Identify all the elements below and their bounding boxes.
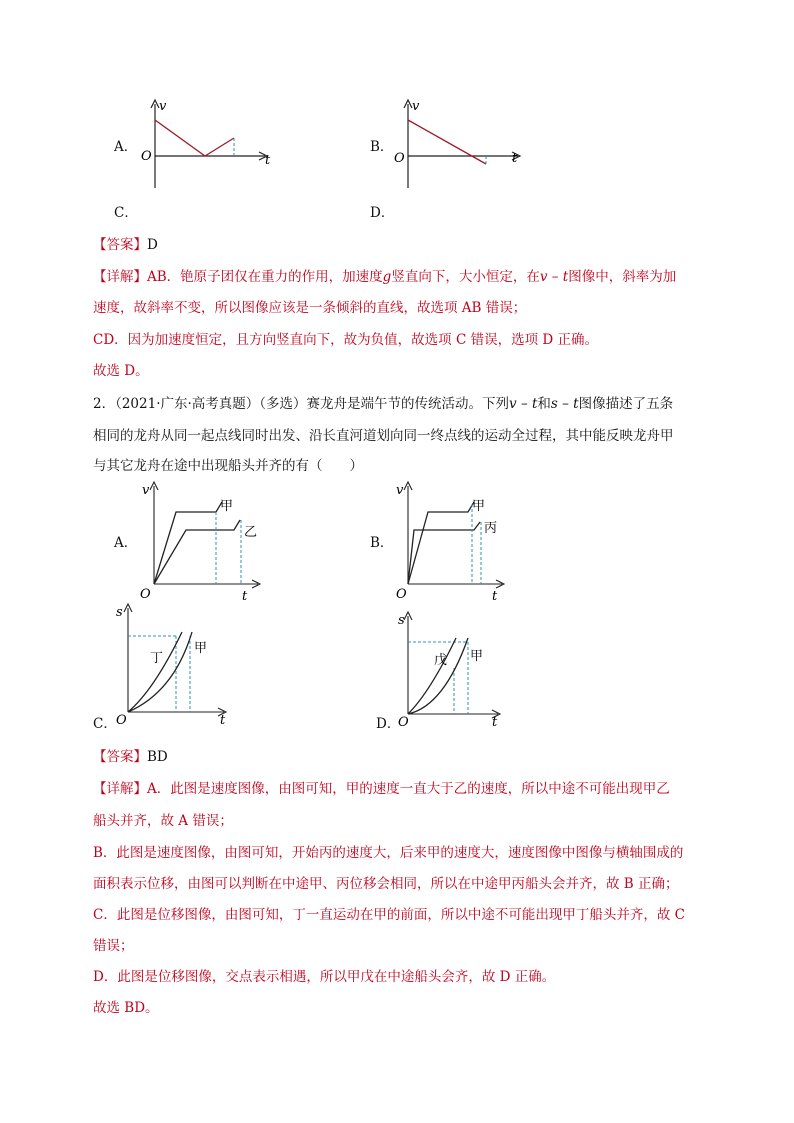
origin-label: O	[140, 587, 151, 602]
stem-text: 2．（2021·广东·高考真题）（多选）赛龙舟是端午节的传统活动。下列	[93, 396, 510, 412]
jia-label: 甲	[470, 649, 484, 664]
q2-option-d-label: D．	[376, 716, 401, 732]
q2-stem-line-1	[93, 394, 673, 414]
q2-detail-line-5: C．此图是位移图像，由图可知，丁一直运动在甲的前面，所以中途不可能出现甲丁船头并齐，故 C	[93, 907, 685, 923]
q2-stem-line-2: 相同的龙舟从同一起点线同时出发、沿长直河道划向同一终点线的运动全过程，其中能反映龙舟甲	[93, 428, 674, 444]
wu-curve	[408, 638, 468, 714]
detail-tag: 【详解】	[93, 269, 147, 285]
jia-curve	[408, 638, 456, 714]
q1-graph-a	[135, 98, 275, 190]
velocity-line	[408, 120, 486, 164]
detail-text: AB．铯原子团仅在重力的作用，加速度	[147, 269, 383, 285]
t-label: t	[492, 715, 498, 730]
q1-answer	[93, 235, 158, 255]
origin-label: O	[396, 587, 407, 602]
t-label: t	[265, 153, 271, 168]
q1-option-c-label: C．	[114, 205, 138, 221]
stem-text: 和	[537, 396, 551, 412]
jia-line	[154, 502, 222, 584]
q2-detail-line-6: 错误；	[93, 938, 134, 954]
q2-detail-line-2: 船头并齐，故 A 错误；	[93, 813, 233, 829]
detail-text: 竖直向下，大小恒定，在	[391, 269, 540, 285]
stem-var-vt: v – t	[509, 396, 538, 412]
bing-label: 丙	[484, 521, 498, 536]
q2-answer	[93, 747, 168, 767]
v-label: v	[142, 483, 150, 498]
q2-conclusion: 故选 BD。	[93, 1000, 159, 1016]
bing-line	[408, 522, 480, 584]
q1-graph-b	[388, 98, 528, 190]
q2-graph-b	[394, 480, 524, 604]
detail-text: A．此图是速度图像，由图可知，甲的速度一直大于乙的速度，所以中途不可能出现甲乙	[147, 781, 670, 797]
t-label: t	[492, 589, 498, 604]
answer-tag: 【答案】	[93, 749, 147, 765]
wu-label: 戊	[434, 653, 448, 668]
q2-option-b-label: B．	[370, 535, 394, 551]
answer-value: BD	[147, 749, 168, 765]
v-label: v	[396, 483, 404, 498]
q1-detail-line-1	[93, 267, 676, 287]
stem-var-st: s – t	[550, 396, 579, 412]
detail-tag: 【详解】	[93, 781, 147, 797]
q2-option-a-label: A．	[114, 535, 138, 551]
q1-detail-line-2: 速度，故斜率不变，所以图像应该是一条倾斜的直线，故选项 AB 错误；	[93, 300, 527, 316]
q1-option-d-label: D．	[370, 205, 395, 221]
jia-label: 甲	[220, 499, 234, 514]
q2-detail-line-4: 面积表示位移，由图可以判断在中途甲、丙位移会相同，所以在中途甲丙船头会并齐，故 B 正确；	[93, 876, 679, 892]
s-label: s	[116, 605, 123, 620]
t-label: t	[220, 713, 226, 728]
origin-label: O	[141, 149, 152, 164]
detail-text: 图像中，斜率为加	[568, 269, 677, 285]
v-label: v	[412, 99, 420, 114]
q2-detail-line-1	[93, 779, 670, 799]
q1-detail-line-3: CD．因为加速度恒定，且方向竖直向下，故为负值，故选项 C 错误，选项 D 正确。	[93, 332, 598, 348]
jia-label: 甲	[194, 641, 208, 656]
q2-detail-line-3: B．此图是速度图像，由图可知，开始丙的速度大，后来甲的速度大，速度图像中图像与横轴围成的	[93, 845, 684, 861]
origin-label: O	[394, 151, 405, 166]
yi-line	[154, 520, 240, 584]
stem-text: 图像描述了五条	[578, 396, 674, 412]
detail-var-vt: v – t	[539, 269, 569, 285]
detail-var-g: g	[382, 269, 392, 285]
q1-option-a-label: A．	[114, 139, 138, 155]
q2-stem-line-3: 与其它龙舟在途中出现船头并齐的有（ ）	[93, 458, 363, 474]
q2-detail-line-7: D．此图是位移图像，交点表示相遇，所以甲戊在中途船头会齐，故 D 正确。	[93, 969, 556, 985]
q1-conclusion: 故选 D。	[93, 363, 149, 379]
answer-value: D	[147, 237, 158, 253]
t-label: t	[242, 589, 248, 604]
s-label: s	[398, 613, 405, 628]
v-label: v	[159, 99, 167, 114]
t-label: t	[512, 151, 518, 166]
q1-option-b-label: B．	[370, 139, 394, 155]
q2-option-c-label: C．	[93, 716, 117, 732]
origin-label: O	[398, 715, 409, 730]
q2-graph-a	[140, 480, 270, 604]
q2-graph-d	[394, 608, 514, 730]
jia-line	[408, 502, 474, 584]
yi-label: 乙	[244, 525, 258, 540]
q2-graph-c	[114, 600, 244, 726]
ding-label: 丁	[150, 651, 164, 666]
origin-label: O	[116, 713, 127, 728]
answer-tag: 【答案】	[93, 237, 147, 253]
jia-label: 甲	[472, 499, 486, 514]
velocity-line	[155, 120, 234, 156]
